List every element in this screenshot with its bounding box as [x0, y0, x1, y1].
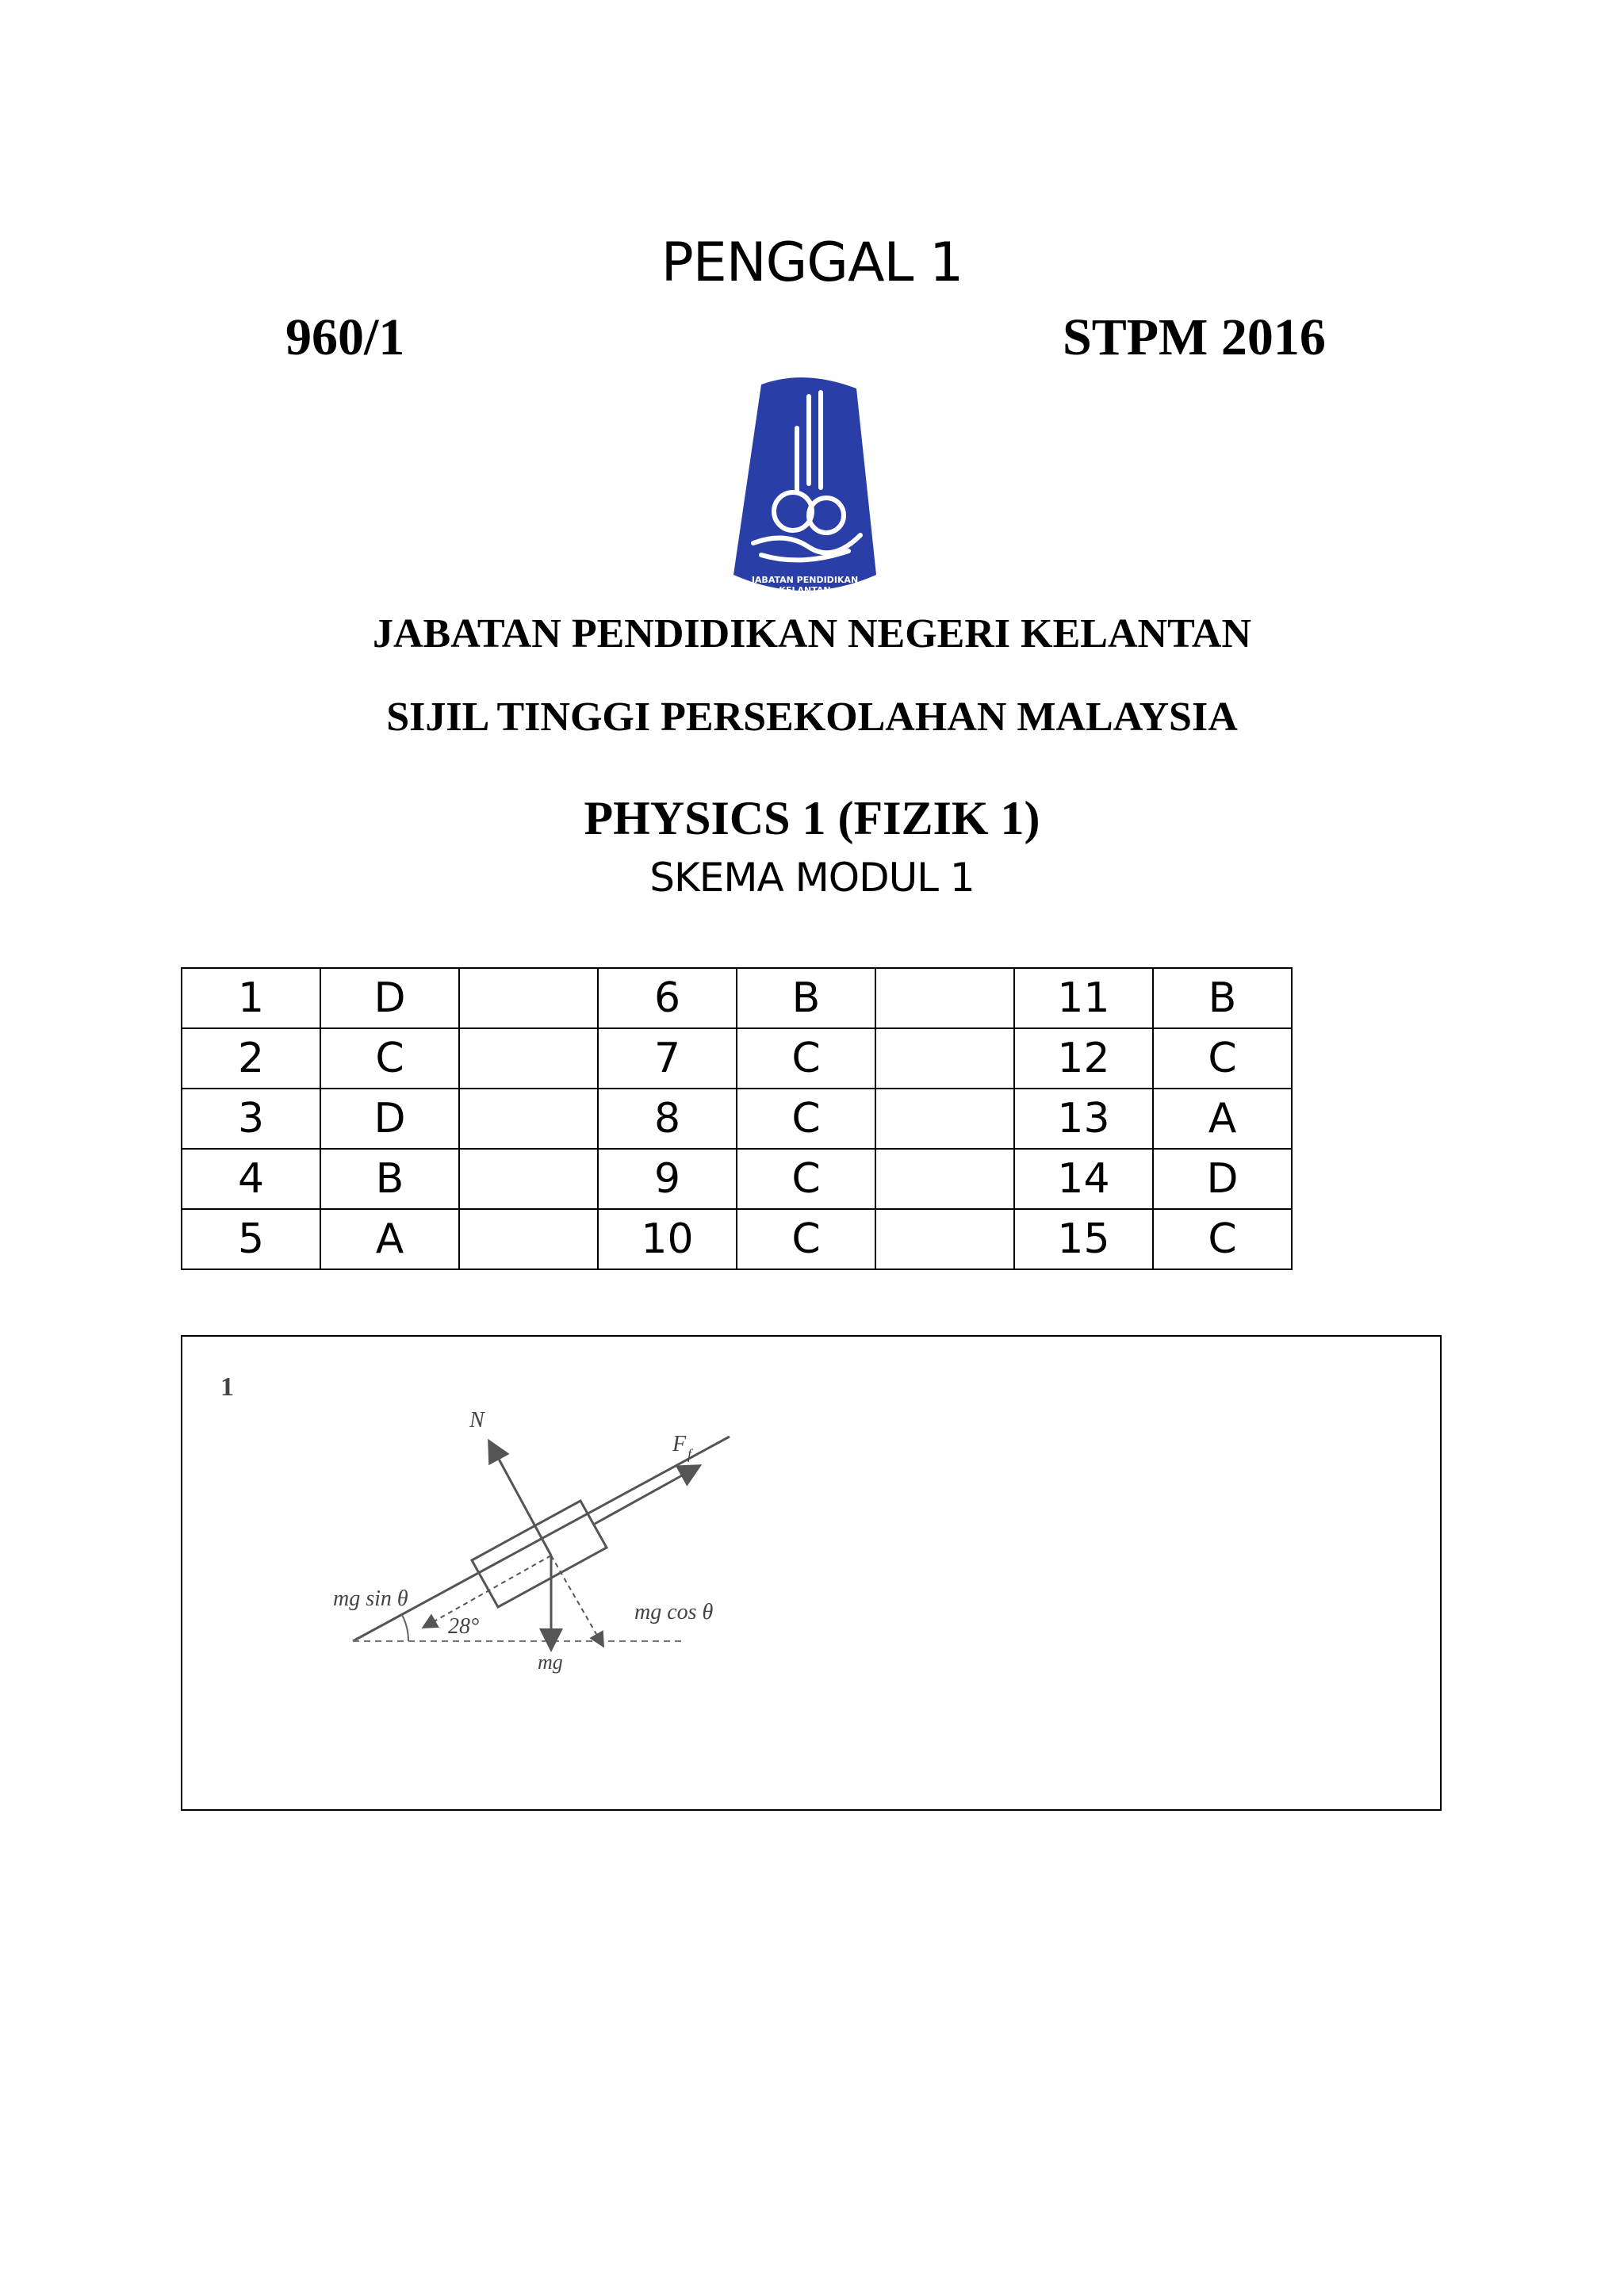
answer-letter: C	[1153, 1028, 1292, 1089]
answer-letter: A	[1153, 1089, 1292, 1149]
table-row	[182, 1149, 1292, 1209]
question-number: 7	[598, 1028, 737, 1089]
answer-table	[181, 967, 1293, 1270]
blank-cell	[459, 1209, 598, 1269]
blank-cell	[459, 1089, 598, 1149]
blank-cell	[459, 1149, 598, 1209]
answer-letter: D	[1153, 1149, 1292, 1209]
blank-cell	[875, 968, 1014, 1028]
question-number: 12	[1014, 1028, 1153, 1089]
logo-text-line1: JABATAN PENDIDIKAN	[751, 575, 859, 585]
question-number: 8	[598, 1089, 737, 1149]
question-number: 2	[182, 1028, 320, 1089]
term-title: PENGGAL 1	[661, 232, 963, 294]
blank-cell	[459, 968, 598, 1028]
scheme-heading: SKEMA MODUL 1	[649, 855, 975, 901]
logo-text-line2: KELANTAN	[779, 585, 831, 595]
blank-cell	[875, 1149, 1014, 1209]
answer-letter: C	[737, 1089, 875, 1149]
question-number: 15	[1014, 1209, 1153, 1269]
table-row	[182, 1089, 1292, 1149]
weight-label: mg	[538, 1651, 563, 1674]
paper-code: 960/1	[285, 308, 405, 366]
subject-heading: PHYSICS 1 (FIZIK 1)	[584, 792, 1040, 844]
friction-label: F	[672, 1432, 687, 1456]
question-number: 13	[1014, 1089, 1153, 1149]
answer-letter: C	[737, 1149, 875, 1209]
answer-letter: C	[737, 1028, 875, 1089]
friction-subscript: f	[688, 1446, 692, 1462]
question-number: 3	[182, 1089, 320, 1149]
answer-letter: C	[737, 1209, 875, 1269]
parallel-component-label: mg sin θ	[333, 1586, 408, 1611]
question-label: 1	[220, 1372, 234, 1402]
perpendicular-component-label: mg cos θ	[634, 1600, 714, 1624]
question-number: 10	[598, 1209, 737, 1269]
answer-letter: D	[320, 1089, 459, 1149]
department-logo	[730, 373, 880, 603]
question-number: 9	[598, 1149, 737, 1209]
blank-cell	[875, 1089, 1014, 1149]
angle-arc	[402, 1615, 408, 1641]
inclined-plane-figure	[214, 1348, 841, 1697]
question-number: 6	[598, 968, 737, 1028]
answer-letter: B	[1153, 968, 1292, 1028]
exam-title: STPM 2016	[1063, 308, 1326, 366]
question-number: 4	[182, 1149, 320, 1209]
certificate-heading: SIJIL TINGGI PERSEKOLAHAN MALAYSIA	[386, 695, 1238, 740]
friction-arrow	[595, 1467, 698, 1524]
question-number: 1	[182, 968, 320, 1028]
answer-letter: A	[320, 1209, 459, 1269]
question-number: 11	[1014, 968, 1153, 1028]
question-number: 5	[182, 1209, 320, 1269]
answer-letter: C	[1153, 1209, 1292, 1269]
blank-cell	[459, 1028, 598, 1089]
question-number: 14	[1014, 1149, 1153, 1209]
perpendicular-component-arrow	[551, 1556, 603, 1645]
block	[472, 1501, 607, 1607]
angle-label: 28°	[448, 1614, 480, 1639]
normal-force-arrow	[490, 1443, 551, 1556]
table-row	[182, 968, 1292, 1028]
answer-letter: C	[320, 1028, 459, 1089]
department-heading: JABATAN PENDIDIKAN NEGERI KELANTAN	[373, 611, 1251, 656]
answer-letter: B	[737, 968, 875, 1028]
blank-cell	[875, 1209, 1014, 1269]
answer-letter: B	[320, 1149, 459, 1209]
table-row	[182, 1209, 1292, 1269]
table-row	[182, 1028, 1292, 1089]
blank-cell	[875, 1028, 1014, 1089]
answer-letter: D	[320, 968, 459, 1028]
normal-label: N	[469, 1408, 485, 1433]
